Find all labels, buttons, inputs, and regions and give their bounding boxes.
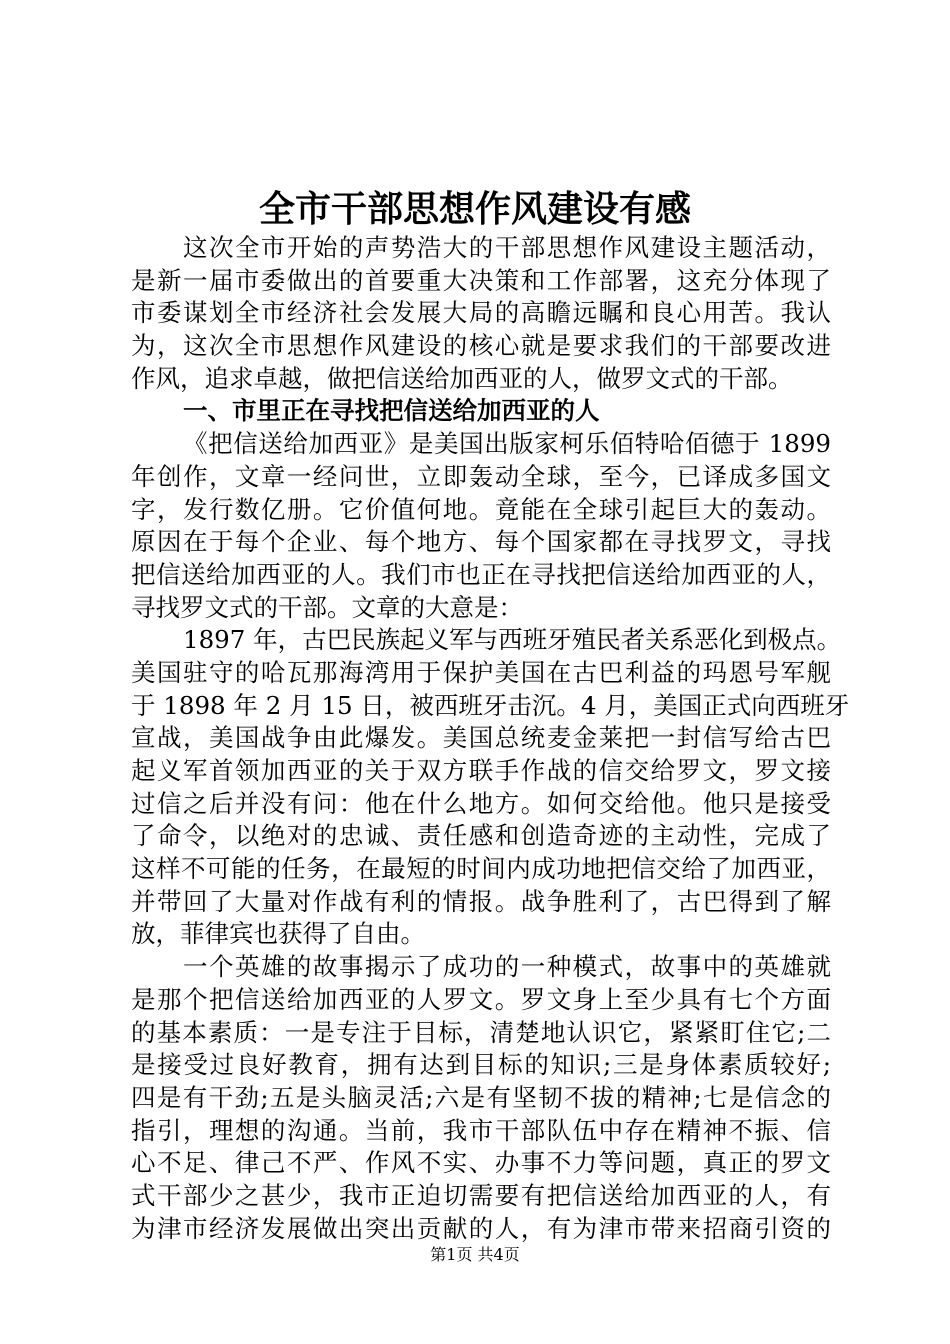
text-line: 这次全市开始的声势浩大的干部思想作风建设主题活动， [183,233,831,262]
text-line: 是接受过良好教育，拥有达到目标的知识;三是身体素质较好; [131,1050,831,1080]
paragraph [131,951,831,1245]
text-line: 了命令，以绝对的忠诚、责任感和创造奇迹的主动性，完成了 [131,821,831,851]
text-line: 一、市里正在寻找把信送给加西亚的人 [183,396,600,426]
text-line: 并带回了大量对作战有利的情报。战争胜利了，古巴得到了解 [131,886,831,916]
text-line: 作风，追求卓越，做把信送给加西亚的人，做罗文式的干部。 [131,363,793,393]
text-line: 这样不可能的任务，在最短的时间内成功地把信交给了加西亚， [131,854,831,884]
text-line: 过信之后并没有问：他在什么地方。如何交给他。他只是接受 [131,788,831,818]
text-line: 一个英雄的故事揭示了成功的一种模式，故事中的英雄就 [183,952,831,982]
text-line: 把信送给加西亚的人。我们市也正在寻找把信送给加西亚的人， [131,559,831,589]
text-line: 于 1898 年 2 月 15 日，被西班牙击沉。4 月，美国正式向西班牙 [131,690,850,720]
text-line: 指引，理想的沟通。当前，我市干部队伍中存在精神不振、信 [131,1115,831,1145]
text-line: 为津市经济发展做出突出贡献的人，有为津市带来招商引资的 [131,1213,831,1243]
paragraph [131,232,831,395]
text-line: 心不足、律己不严、作风不实、办事不力等问题，真正的罗文 [131,1148,831,1178]
section-heading [131,395,831,428]
text-line: 是那个把信送给加西亚的人罗文。罗文身上至少具有七个方面 [131,984,831,1014]
page-footer: 第1页 共4页 [430,1245,520,1264]
text-line: 为，这次全市思想作风建设的核心就是要求我们的干部要改进 [131,331,831,361]
text-line: 式干部少之甚少，我市正迫切需要有把信送给加西亚的人，有 [131,1180,831,1210]
text-line: 放，菲律宾也获得了自由。 [131,919,425,949]
text-line: 起义军首领加西亚的关于双方联手作战的信交给罗文，罗文接 [131,756,831,785]
paragraph [131,428,831,624]
text-line: 《把信送给加西亚》是美国出版家柯乐佰特哈佰德于 1899 [183,429,831,459]
text-line: 美国驻守的哈瓦那海湾用于保护美国在古巴利益的玛恩号军舰 [131,657,831,687]
text-line: 宣战，美国战争由此爆发。美国总统麦金莱把一封信写给古巴 [131,723,831,753]
document-title: 全市干部思想作风建设有感 [258,189,691,230]
text-line: 1897 年，古巴民族起义军与西班牙殖民者关系恶化到极点。 [183,625,842,655]
document-body [131,232,850,1245]
text-line: 是新一届市委做出的首要重大决策和工作部署，这充分体现了 [131,265,831,295]
text-line: 原因在于每个企业、每个地方、每个国家都在寻找罗文，寻找 [131,527,831,557]
text-line: 四是有干劲;五是头脑灵活;六是有坚韧不拔的精神;七是信念的 [131,1082,831,1112]
text-line: 字，发行数亿册。它价值何地。竟能在全球引起巨大的轰动。 [131,494,831,524]
text-line: 的基本素质：一是专注于目标，清楚地认识它，紧紧盯住它;二 [131,1017,831,1047]
text-line: 市委谋划全市经济社会发展大局的高瞻远瞩和良心用苦。我认 [131,298,831,328]
paragraph [131,624,850,951]
text-line: 年创作，文章一经问世，立即轰动全球，至今，已译成多国文 [131,461,831,491]
text-line: 寻找罗文式的干部。文章的大意是： [131,592,523,622]
